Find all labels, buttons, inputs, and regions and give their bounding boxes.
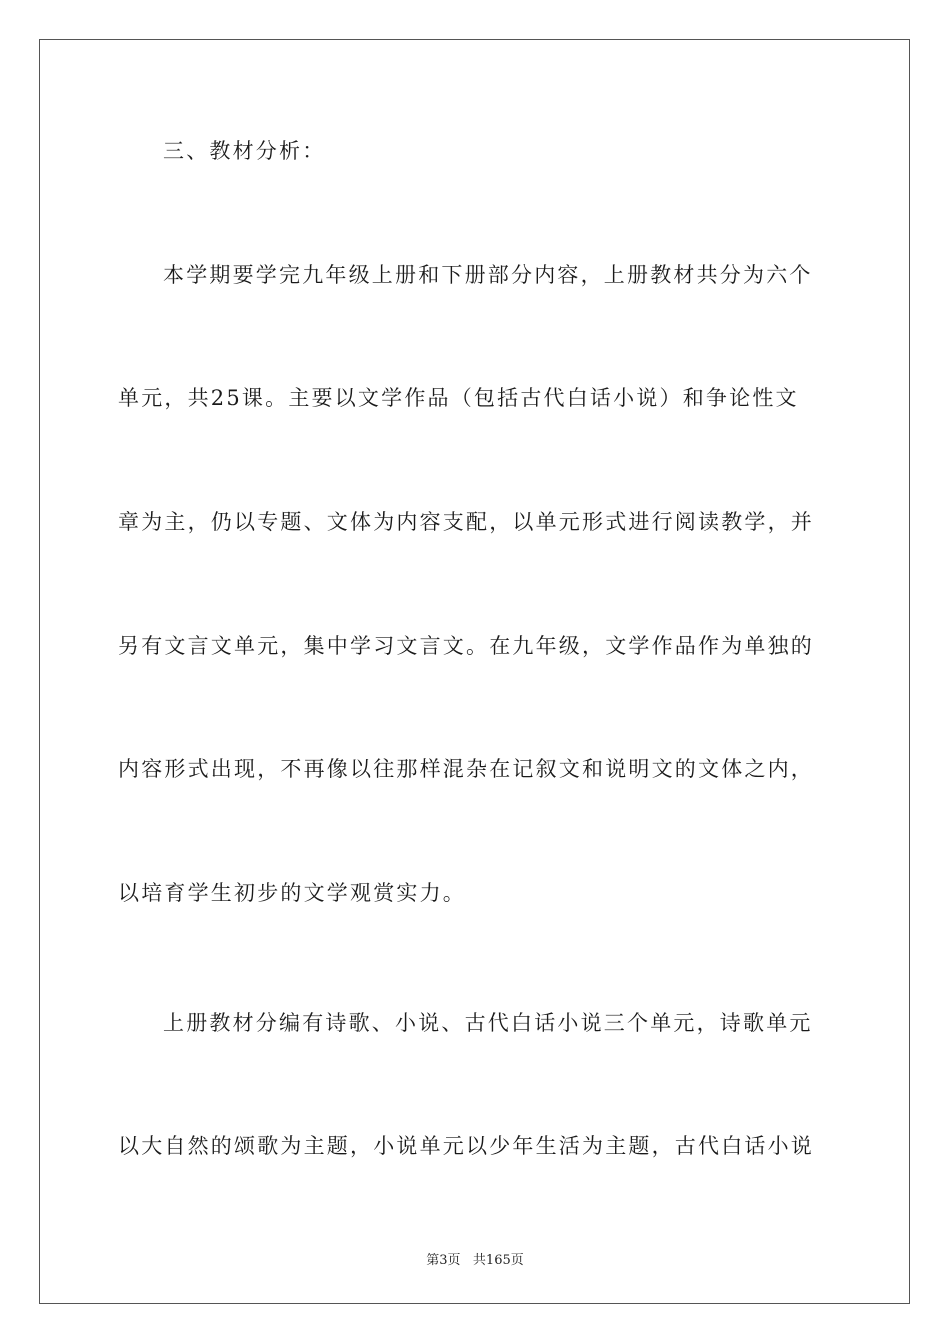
page-footer <box>0 1249 950 1268</box>
paragraph-line: 以大自然的颂歌为主题，小说单元以少年生活为主题，古代白话小说 <box>118 1134 814 1158</box>
section-heading: 三、教材分析： <box>163 139 326 163</box>
paragraph-line: 上册教材分编有诗歌、小说、古代白话小说三个单元，诗歌单元 <box>163 1011 813 1035</box>
page-border <box>39 39 910 1304</box>
paragraph-line: 章为主，仍以专题、文体为内容支配，以单元形式进行阅读教学，并 <box>118 510 814 534</box>
paragraph-line: 内容形式出现，不再像以往那样混杂在记叙文和说明文的文体之内， <box>118 757 814 781</box>
paragraph-line: 本学期要学完九年级上册和下册部分内容，上册教材共分为六个 <box>163 263 813 287</box>
page-total: 共165页 <box>472 1253 524 1268</box>
paragraph-line: 以培育学生初步的文学观赏实力。 <box>118 881 466 905</box>
paragraph-line: 单元，共25课。主要以文学作品（包括古代白话小说）和争论性文 <box>118 386 799 410</box>
page-number: 第3页 <box>426 1253 461 1268</box>
paragraph-line: 另有文言文单元，集中学习文言文。在九年级，文学作品作为单独的 <box>118 634 814 658</box>
